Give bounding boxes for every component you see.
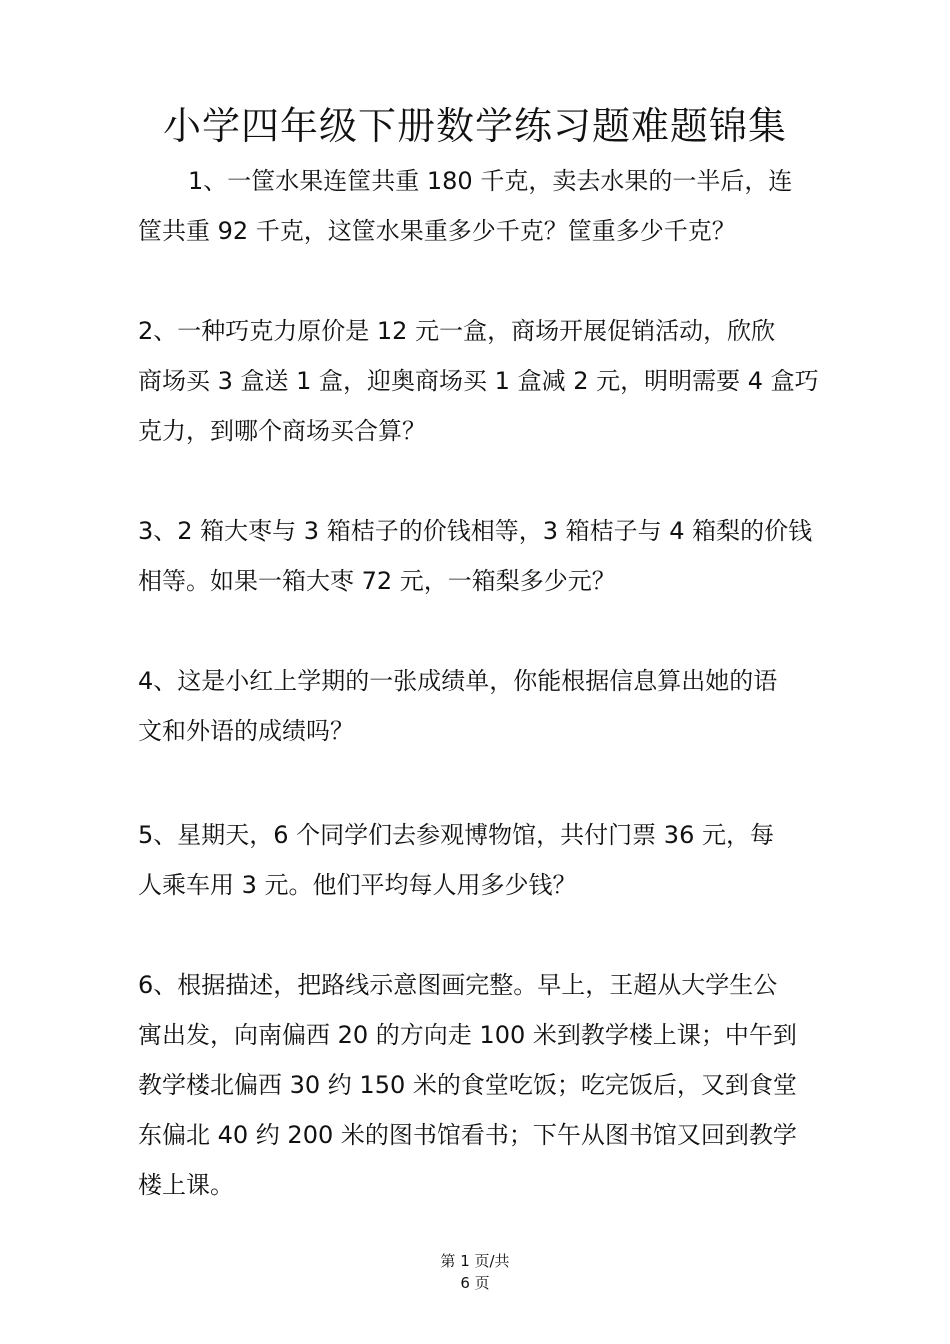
problem-2-line-1: 2、一种巧克力原价是 12 元一盒，商场开展促销活动，欣欣 (138, 317, 776, 345)
problem-2-line-3: 克力，到哪个商场买合算？ (138, 417, 426, 445)
problem-2 (138, 306, 828, 456)
problem-5 (138, 810, 828, 910)
problem-6-line-4: 东偏北 40 约 200 米的图书馆看书；下午从图书馆又回到教学 (138, 1121, 797, 1149)
problem-6 (138, 960, 828, 1210)
problem-4-line-2: 文和外语的成绩吗？ (138, 717, 354, 745)
problem-3-line-2: 相等。如果一箱大枣 72 元，一箱梨多少元？ (138, 567, 616, 595)
problem-5-line-1: 5、星期天，6 个同学们去参观博物馆，共付门票 36 元，每 (138, 821, 774, 849)
problem-6-line-5: 楼上课。 (138, 1171, 234, 1199)
problem-3-line-1: 3、2 箱大枣与 3 箱桔子的价钱相等，3 箱桔子与 4 箱梨的价钱 (138, 517, 813, 545)
problem-2-line-2: 商场买 3 盒送 1 盒，迎奥商场买 1 盒减 2 元，明明需要 4 盒巧 (138, 367, 819, 395)
page-number-line-1: 第 1 页/共 (440, 1252, 510, 1270)
page-number-line-2: 6 页 (460, 1274, 490, 1292)
problem-1-line-1: 1、一筐水果连筐共重 180 千克，卖去水果的一半后，连 (188, 167, 793, 195)
page-title: 小学四年级下册数学练习题难题锦集 (162, 104, 787, 148)
problem-1-line-2: 筐共重 92 千克，这筐水果重多少千克？筐重多少千克？ (138, 217, 736, 245)
problem-6-line-3: 教学楼北偏西 30 约 150 米的食堂吃饭；吃完饭后，又到食堂 (138, 1071, 797, 1099)
problem-3 (138, 506, 828, 606)
problem-5-line-2: 人乘车用 3 元。他们平均每人用多少钱？ (138, 871, 577, 899)
problem-4 (138, 656, 828, 756)
problem-4-line-1: 4、这是小红上学期的一张成绩单，你能根据信息算出她的语 (138, 667, 778, 695)
problem-6-line-2: 寓出发，向南偏西 20 的方向走 100 米到教学楼上课；中午到 (138, 1021, 797, 1049)
problem-6-line-1: 6、根据描述，把路线示意图画完整。早上，王超从大学生公 (138, 971, 778, 999)
problem-1 (138, 156, 828, 256)
